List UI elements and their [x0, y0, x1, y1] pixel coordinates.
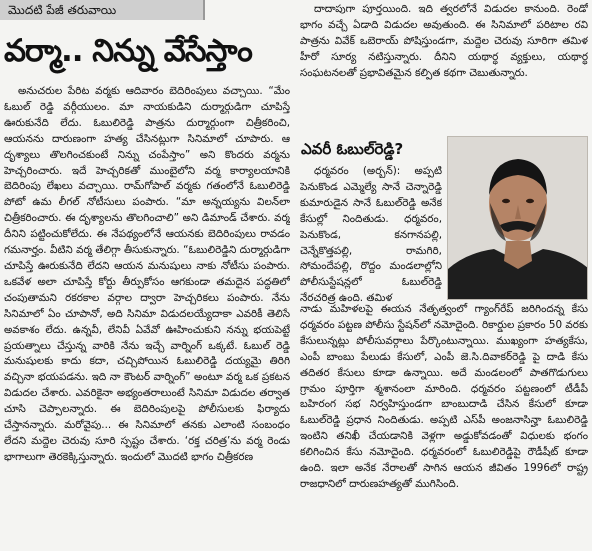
- sidebar-text-full: [300, 302, 588, 548]
- right-column-top: [300, 2, 588, 126]
- sidebar-subheading: ఎవరీ ఓబుల్‌రెడ్డి?: [301, 140, 404, 158]
- portrait-photo: [447, 136, 588, 300]
- right-column-paragraph: దాదాపుగా పూర్తయింది. ఇది త్వరలోనే విడుదల కానుంది. రెండో భాగం వచ్చే ఏడాది విడుదల అవుతుంది. ఈ సినిమాలో పరిటాల రవి పాత్రను వివేక్ ఒబెరాయ్ పోషిస్తుండగా, మద్దెల చెరువు సూరిగా తమిళ హీరో సూర్య నటిస్తున్నారు. దీనిని యథార్థ వ్యక్తులు, యథార్థ సంఘటనలతో ప్రభావితమైన కల్పిత కథగా చెబుతున్నారు.: [300, 3, 588, 79]
- section-tag: మొదటి పేజీ తరువాయి: [0, 0, 205, 20]
- sidebar-paragraph-continued: నాడు మహిళలపై ఈయన నేతృత్వంలో గ్యాంగ్‌రేప్ జరిగిందన్న కేసు ధర్మవరం పట్టణ పోలీసు స్టేషన్‌లో నమోదైంది. రికార్డుల ప్రకారం 50 వరకు కేసులున్నట్లు పోలీసువర్గాలు పేర్కొంటున్నాయి. ముఖ్యంగా హత్యకేసు, ఎంపీ బాంబు పేలుడు కేసులో, ఎంపీ జె.సి.దివాకర్‌రెడ్డి పై దాడి కేసు తదితర కేసులు కూడా ఉన్నాయి. అదే మండలంలో పాతగొడుగులు గ్రామం పూర్తిగా శ్మశానంలా మారింది. ధర్మవరం పట్టణంలో టీడీపీ బహిరంగ సభ నిర్వహిస్తుండగా బాంబుదాడి చేసిన కేసులో కూడా ఓబుల్‌రెడ్డి ప్రధాన నిందితుడు. అప్పటి ఎస్‌పీ అంజనాసిన్హా ఓబులిరెడ్డి ఇంటిని తనిఖీ చేయడానికి వెళ్లగా అడ్డుకోవడంతో విధులకు భంగం కలిగించిన కేసు నమోదైంది. ధర్మవరంలో ఓబులిరెడ్డిపై రౌడీషీట్ కూడా ఉంది. ఇలా అనేక నేరాలతో సాగిన ఆయన జీవితం 1996లో రాష్ట్ర రాజధానిలో దారుణహత్యతో ముగిసింది.: [300, 303, 588, 490]
- headline: వర్మా.. నిన్ను వేసేస్తాం: [4, 33, 252, 69]
- sidebar-paragraph: ధర్మవరం (అర్బన్): అప్పటి పెనుకొండ ఎమ్మెల్యే సానే చెన్నారెడ్డి కుమారుడైన సానే ఓబుల్‌రెడ్డి అనేక కేసుల్లో నిందితుడు. ధర్మవరం, పెనుకొండ, కనగానపల్లి, చెన్నేకొత్తపల్లి, రామగిరి, సోమందేపల్లి, రొద్దం మండలాల్లోని పోలీసుస్టేషన్లలో ఓబుల్‌రెడ్డి నేరచరిత్ర ఉంది. తమిళ: [300, 165, 442, 305]
- portrait-image: [448, 137, 588, 300]
- left-column: [4, 84, 290, 548]
- sidebar-text-wrap: [300, 164, 442, 306]
- left-column-paragraph: అనుచరుల పేరిట వర్మకు ఆదివారం బెదిరింపులు వచ్చాయి. “మేం ఓబుల్ రెడ్డి వర్గీయులం. మా నాయకుడిని దుర్మార్గుడిగా చూపిస్తే ఊరుకునేది లేదు. ఓబులిరెడ్డి పాత్రను దుర్మార్గుంగా చిత్రీకరించి, ఆయనను దారుణంగా హత్య చేసినట్లుగా సినిమాలో చూపారు. ఆ దృశ్యాలు తొలగించకుంటే నిన్ను చంపేస్తాం” అని కొందరు వర్మను హెచ్చరించారు. ఇదే హెచ్చరికతో ముంబైలోని వర్మ కార్యాలయానికి బెదిరింపు లేఖలు వచ్చాయి. రామ్‌గోపాల్ వర్మకు గతంలోనే ఓబులిరెడ్డి పోటో ఉమ లీగల్ నోటీసులు పంపారు. “మా అన్నయ్యను విలన్‌లా చిత్రీకరించారు. ఈ దృశ్యాలను తొలగించాలి” అని డిమాండ్ చేశారు. వర్మ దీనిని పట్టించుకోలేదు. ఈ నేపథ్యంలోనే ఆయనకు బెదిరింపులు రావడం గమనార్హం. వీటిని వర్మ తేలిగ్గా తీసుకున్నారు. “ఓబులిరెడ్డిని దుర్మార్గుడిగా చూపిస్తే ఊరుకునేది లేదని ఆయన మనుషులు నాకు నోటీసు పంపారు. ఒకవేళ అలా చూపిస్తే కోర్టు తీర్పుకోసం ఆగకుండా తమదైన పద్ధతిలో చంపుతామని రకరకాల వర్గాల ద్వారా హెచ్చరికలు పంపారు. నేను సినిమాలో ఏం చూపానో, అది సినిమా విడుదలయ్యేదాకా ఎవరికీ తెలిసే అవకాశం లేదు. ఉన్నవీ, లేనివీ ఏవేవో ఊహించుకుని నన్ను భయపెట్టే ప్రయత్నాలు చేస్తున్న వారికి నేను ఇచ్చే వార్నింగ్ ఒక్కటే. ఓబుల్ రెడ్డి మనుషులకు కాదు కదా, చచ్చిపోయిన ఓబులిరెడ్డి దయ్యమై తిరిగి వచ్చినా భయపడను. ఇది నా కౌంటర్ వార్నింగ్” అంటూ వర్మ ఒక ప్రకటన విడుదల చేశారు. ఎవరికైనా అభ్యంతరాలుంటే సినిమా విడుదల తర్వాత చూసి చెప్పాలన్నారు. ఈ బెదిరింపులపై పోలీసులకు ఫిర్యాదు చేస్తానన్నారు. మరోవైపు... ఈ సినిమాలో తనకు ఎలాంటి సంబంధం లేదని మద్దెల చెరువు సూరి స్పష్టం చేశారు. ‘రక్త చరిత్ర’ను వర్మ రెండు భాగాలుగా తెరకెక్కిస్తున్నారు. ఇందులో మొదటి భాగం చిత్రీకరణ: [4, 85, 290, 463]
